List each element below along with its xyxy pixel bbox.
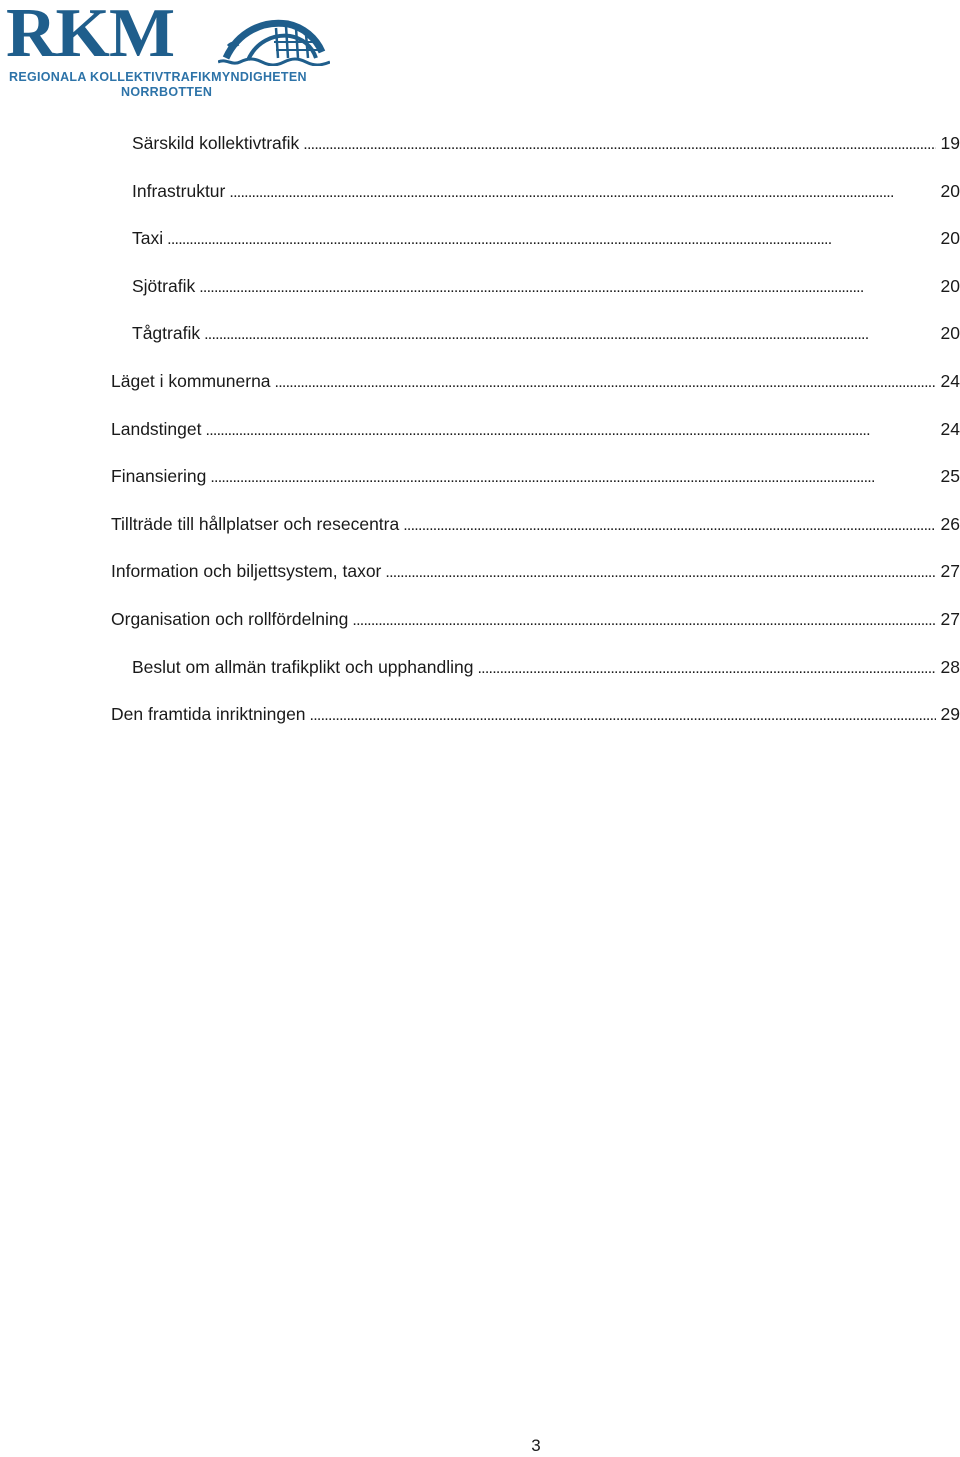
toc-leader-dots <box>229 178 936 204</box>
toc-entry-page: 25 <box>940 466 960 486</box>
toc-entry-title: Infrastruktur <box>132 181 226 201</box>
logo-subtitle-line1: REGIONALA KOLLEKTIVTRAFIKMYNDIGHETEN <box>9 70 307 84</box>
toc-leader-dots <box>167 225 936 251</box>
toc-entry-page: 20 <box>940 276 960 296</box>
bridge-wave-icon <box>218 12 330 66</box>
toc-entry-title: Särskild kollektivtrafik <box>132 133 300 153</box>
toc-entry[interactable] <box>111 511 960 537</box>
rkm-logo <box>6 0 326 99</box>
toc-leader-dots <box>303 130 936 156</box>
toc-entry-title: Finansiering <box>111 466 207 486</box>
toc-entry[interactable] <box>111 701 960 727</box>
toc-entry[interactable] <box>132 130 960 156</box>
toc-entry[interactable] <box>132 178 960 204</box>
toc-leader-dots <box>352 606 936 632</box>
toc-leader-dots <box>204 320 936 346</box>
toc-entry-title: Tillträde till hållplatser och resecentra <box>111 514 400 534</box>
toc-leader-dots <box>275 368 936 394</box>
toc-entry-title: Tågtrafik <box>132 323 201 343</box>
toc-entry-page: 27 <box>940 609 960 629</box>
toc-leader-dots <box>206 416 937 442</box>
toc-entry-title: Landstinget <box>111 419 202 439</box>
toc-entry[interactable] <box>132 654 960 680</box>
toc-entry-page: 29 <box>940 704 960 724</box>
toc-entry-page: 24 <box>940 419 960 439</box>
toc-entry-page: 20 <box>940 228 960 248</box>
toc-entry-title: Organisation och rollfördelning <box>111 609 349 629</box>
toc-entry-title: Information och biljettsystem, taxor <box>111 561 382 581</box>
toc-entry-page: 24 <box>940 371 960 391</box>
toc-leader-dots <box>403 511 936 537</box>
page-number: 3 <box>531 1436 541 1455</box>
logo-subtitle-line2: NORRBOTTEN <box>121 85 213 99</box>
toc-entry-page: 20 <box>940 323 960 343</box>
toc-entry-title: Beslut om allmän trafikplikt och upphandling <box>132 657 474 677</box>
toc-entry[interactable] <box>111 463 960 489</box>
toc-leader-dots <box>210 463 936 489</box>
toc-entry-page: 19 <box>940 133 960 153</box>
toc-entry[interactable] <box>111 606 960 632</box>
toc-entry-title: Taxi <box>132 228 164 248</box>
logo-wordmark: RKM <box>6 0 175 72</box>
toc-entry-title: Den framtida inriktningen <box>111 704 306 724</box>
toc-entry[interactable] <box>111 558 960 584</box>
toc-entry[interactable] <box>111 416 960 442</box>
toc-entry-page: 27 <box>940 561 960 581</box>
toc-leader-dots <box>477 654 936 680</box>
toc-entry[interactable] <box>132 225 960 251</box>
toc-entry[interactable] <box>111 368 960 394</box>
toc-entry[interactable] <box>132 320 960 346</box>
toc-entry-page: 28 <box>940 657 960 677</box>
toc-entry[interactable] <box>132 273 960 299</box>
toc-entry-page: 20 <box>940 181 960 201</box>
toc-entry-title: Sjötrafik <box>132 276 196 296</box>
toc-leader-dots <box>199 273 936 299</box>
toc-leader-dots <box>310 701 936 727</box>
toc-leader-dots <box>385 558 936 584</box>
toc-entry-page: 26 <box>940 514 960 534</box>
toc-entry-title: Läget i kommunerna <box>111 371 271 391</box>
